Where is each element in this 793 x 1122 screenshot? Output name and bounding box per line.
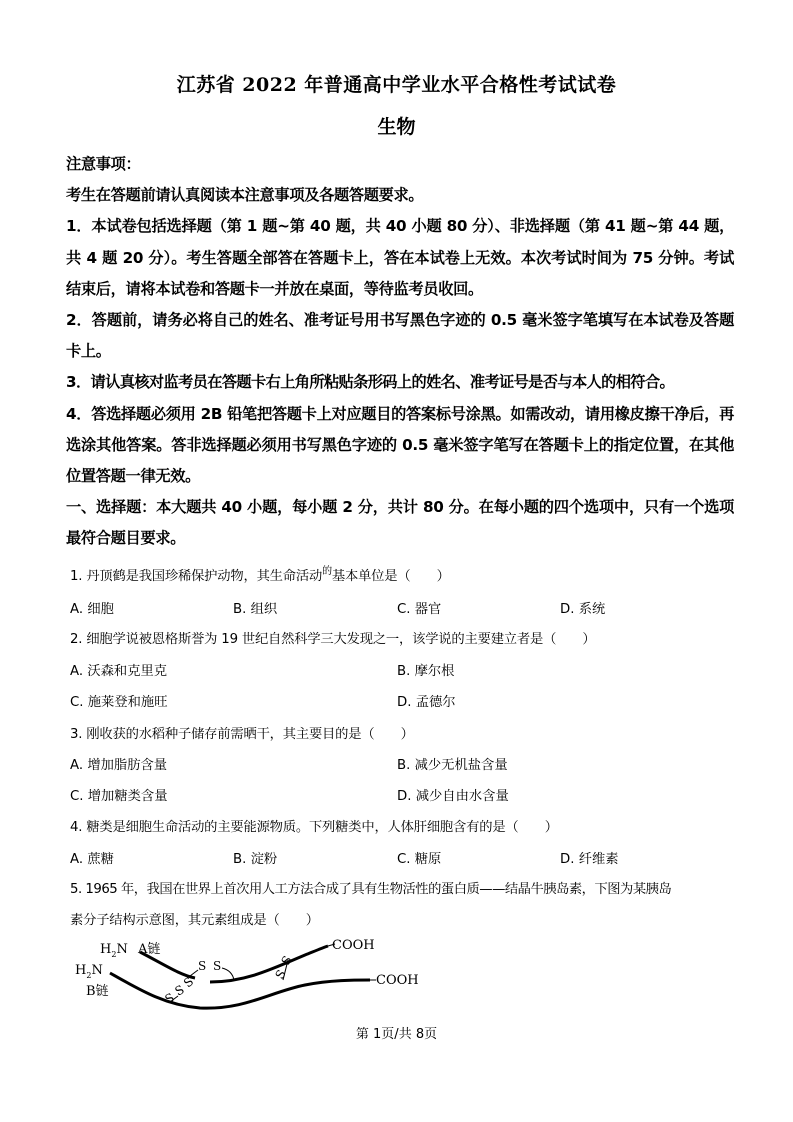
chain-a-n-terminus: $H_2N$ [100, 942, 128, 959]
chain-a-c-terminus: COOH [332, 938, 375, 953]
option-a: A. 细胞 [70, 602, 114, 617]
exam-instructions [66, 149, 734, 555]
question-2-stem: 2. 细胞学说被恩格斯誉为 19 世纪自然科学三大发现之一，该学说的主要建立者是（ ） [70, 632, 596, 647]
question-1-stem: 1. 丹顶鹤是我国珍稀保护动物，其生命活动$^的$基本单位是（ ） [70, 566, 450, 584]
sulfur-7: S [272, 967, 289, 982]
option-d: D. 孟德尔 [397, 695, 456, 710]
option-b: B. 减少无机盐含量 [397, 758, 508, 773]
question-3 [70, 723, 730, 742]
sulfur-3: S [180, 974, 197, 991]
question-1 [70, 565, 730, 584]
sulfur-1: S [198, 959, 207, 973]
notes-item-3: 3．请认真核对监考员在答题卡右上角所粘贴条形码上的姓名、准考证号是否与本人的相符合。 [66, 373, 675, 392]
sulfur-2: S [213, 959, 222, 973]
option-d: D. 系统 [560, 602, 606, 617]
notes-item-4: 4．答选择题必须用 2B 铅笔把答题卡上对应题目的答案标号涂黑。如需改动，请用橡皮擦干净后，再选涂其他答案。答非选择题必须用书写黑色字迹的 0.5 毫米签字笔写在答题卡上的指定位置，在其他位置答题一律无效。 [66, 404, 734, 486]
insulin-chains-figure [70, 930, 430, 1020]
option-c: C. 增加糖类含量 [70, 789, 168, 804]
sulfur-4: S [172, 982, 187, 999]
question-2 [70, 628, 730, 647]
question-5-stem-line-2: 素分子结构示意图，其元素组成是（ ） [70, 913, 319, 928]
chain-a-label: A链 [138, 942, 161, 957]
option-d: D. 纤维素 [560, 852, 619, 867]
section-heading: 一、选择题：本大题共 40 小题，每小题 2 分，共计 80 分。在每小题的四个选项中，只有一个选项最符合题目要求。 [66, 498, 734, 548]
sulfur-6: S [278, 953, 295, 968]
insulin-structure-diagram [70, 930, 430, 1020]
option-c: C. 器官 [397, 602, 442, 617]
notes-item-2: 2．答题前，请务必将自己的姓名、准考证号用书写黑色字迹的 0.5 毫米签字笔填写在本试卷及答题卡上。 [66, 311, 734, 361]
question-4 [70, 816, 730, 835]
question-3-stem: 3. 刚收获的水稻种子储存前需晒干，其主要目的是（ ） [70, 727, 414, 742]
notes-intro: 考生在答题前请认真阅读本注意事项及各题答题要求。 [66, 186, 424, 205]
option-b: B. 摩尔根 [397, 664, 455, 679]
question-5 [70, 878, 730, 928]
page-indicator: 第 1页/共 8页 [355, 1027, 438, 1042]
option-b: B. 淀粉 [233, 852, 278, 867]
option-a: A. 增加脂肪含量 [70, 758, 168, 773]
option-a: A. 沃森和克里克 [70, 664, 168, 679]
option-b: B. 组织 [233, 602, 278, 617]
option-c: C. 施莱登和施旺 [70, 695, 168, 710]
option-c: C. 糖原 [397, 852, 442, 867]
question-5-stem-line-1: 5. 1965 年，我国在世界上首次用人工方法合成了具有生物活性的蛋白质——结晶牛胰岛素，下图为某胰岛 [70, 882, 672, 897]
chain-b-c-terminus: COOH [376, 973, 419, 988]
notes-heading: 注意事项： [66, 155, 141, 173]
option-d: D. 减少自由水含量 [397, 789, 509, 804]
sulfur-5: S [162, 990, 177, 1007]
question-4-stem: 4. 糖类是细胞生命活动的主要能源物质。下列糖类中，人体肝细胞含有的是（ ） [70, 820, 558, 835]
exam-title: 江苏省 2022 年普通高中学业水平合格性考试试卷 [176, 74, 617, 96]
chain-b-label: B链 [86, 984, 109, 999]
chain-b-n-terminus: $H_2N$ [75, 963, 103, 980]
option-a: A. 蔗糖 [70, 852, 114, 867]
exam-subject: 生物 [377, 116, 416, 138]
notes-item-1: 1．本试卷包括选择题（第 1 题~第 40 题，共 40 小题 80 分）、非选择题（第 41 题~第 44 题，共 4 题 20 分）。考生答题全部答在答题卡上，答在本试卷上无效。本次考试时间为 75 分钟。考试结束后，请将本试卷和答题卡一并放在桌面，等待监考员收回。 [66, 217, 734, 298]
